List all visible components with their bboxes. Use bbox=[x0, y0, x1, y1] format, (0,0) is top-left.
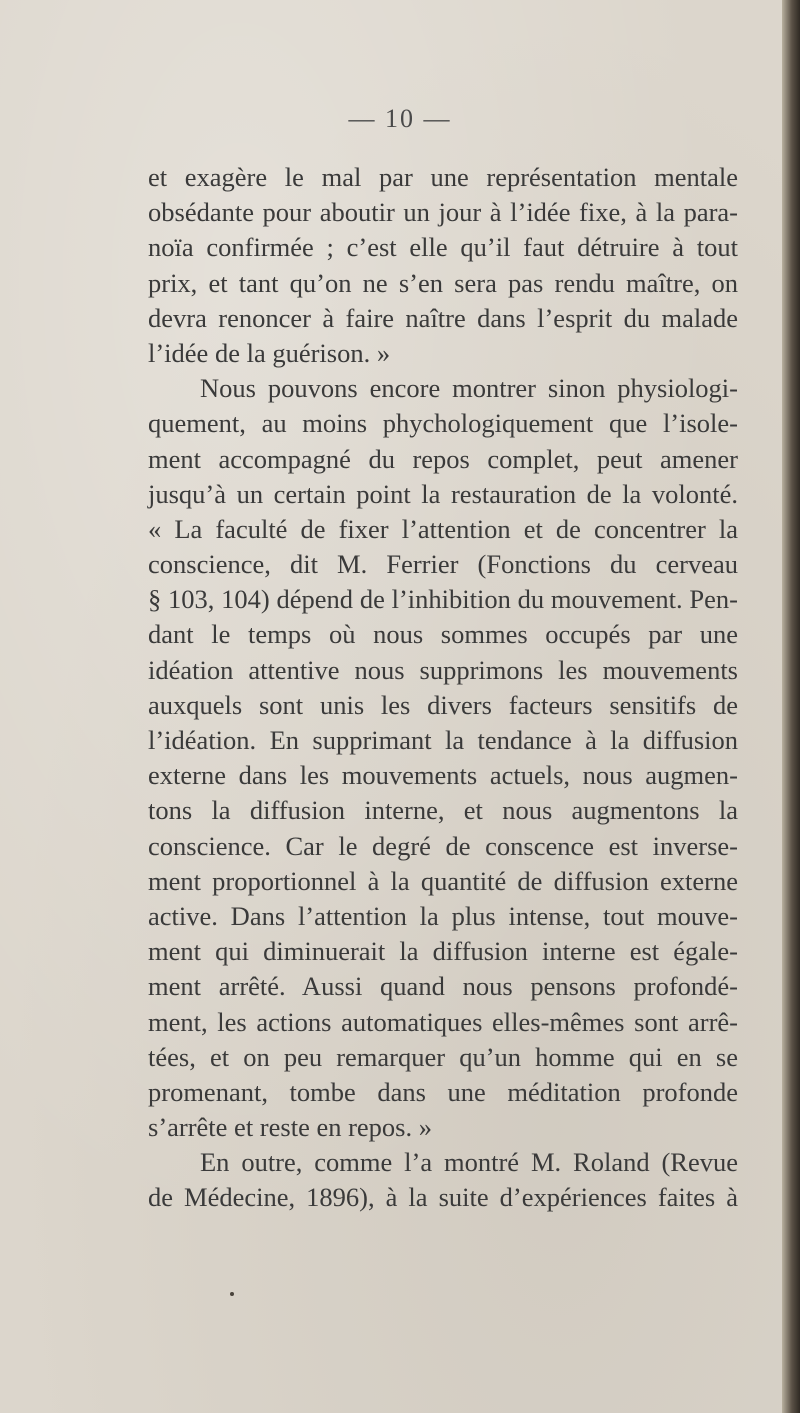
text-line: l’idéation. En supprimant la tendance à la diffusion bbox=[148, 725, 738, 755]
text-line: devra renoncer à faire naître dans l’esprit du malade bbox=[148, 302, 738, 333]
text-line: externe dans les mouvements actuels, nous augmen- bbox=[148, 760, 738, 791]
text-line: quement, au moins phychologiquement que l’isole- bbox=[148, 408, 738, 439]
text-line: ment arrêté. Aussi quand nous pensons profondé- bbox=[148, 971, 738, 1002]
text-line: Nous pouvons encore montrer sinon physiologi- bbox=[200, 373, 738, 404]
text-line: promenant, tombe dans une méditation profonde bbox=[148, 1076, 738, 1107]
text-line: conscience, dit M. Ferrier (Fonctions du cerveau bbox=[148, 549, 738, 580]
text-line: conscience. Car le degré de conscence est inverse- bbox=[148, 830, 738, 861]
text-line: ment, les actions automatiques elles-mêmes sont arrê- bbox=[148, 1006, 738, 1037]
text-line: auxquels sont unis les divers facteurs sensitifs de bbox=[148, 689, 738, 720]
ink-spot bbox=[230, 1292, 234, 1296]
text-line: « La faculté de fixer l’attention et de concentrer la bbox=[148, 513, 738, 544]
text-line: active. Dans l’attention la plus intense, tout mouve- bbox=[148, 900, 738, 931]
book-spine-shadow bbox=[782, 0, 800, 1413]
text-line: ment accompagné du repos complet, peut amener bbox=[148, 443, 738, 474]
body-text bbox=[148, 160, 738, 1216]
text-line: noïa confirmée ; c’est elle qu’il faut détruire à tout bbox=[148, 232, 738, 263]
text-line: et exagère le mal par une représentation mentale bbox=[148, 162, 738, 192]
text-line: En outre, comme l’a montré M. Roland (Revue bbox=[200, 1147, 738, 1178]
text-line: l’idée de la guérison. » bbox=[148, 337, 391, 368]
text-line: ment qui diminuerait la diffusion interne est égale- bbox=[148, 936, 738, 967]
text-line: dant le temps où nous sommes occupés par une bbox=[148, 619, 738, 650]
text-line: s’arrête et reste en repos. » bbox=[148, 1112, 432, 1143]
text-line: obsédante pour aboutir un jour à l’idée fixe, à la para- bbox=[148, 197, 738, 228]
text-line: § 103, 104) dépend de l’inhibition du mouvement. Pen- bbox=[148, 584, 738, 615]
page-number: — 10 — bbox=[348, 104, 452, 133]
text-line: tons la diffusion interne, et nous augmentons la bbox=[148, 795, 738, 826]
text-line: jusqu’à un certain point la restauration de la volonté. bbox=[148, 478, 738, 509]
text-line: ment proportionnel à la quantité de diffusion externe bbox=[148, 865, 738, 896]
text-line: tées, et on peu remarquer qu’un homme qui en se bbox=[148, 1041, 738, 1072]
text-line: idéation attentive nous supprimons les mouvements bbox=[148, 654, 738, 685]
text-line: de Médecine, 1896), à la suite d’expériences faites à bbox=[148, 1182, 738, 1213]
text-line: prix, et tant qu’on ne s’en sera pas rendu maître, on bbox=[148, 267, 738, 298]
